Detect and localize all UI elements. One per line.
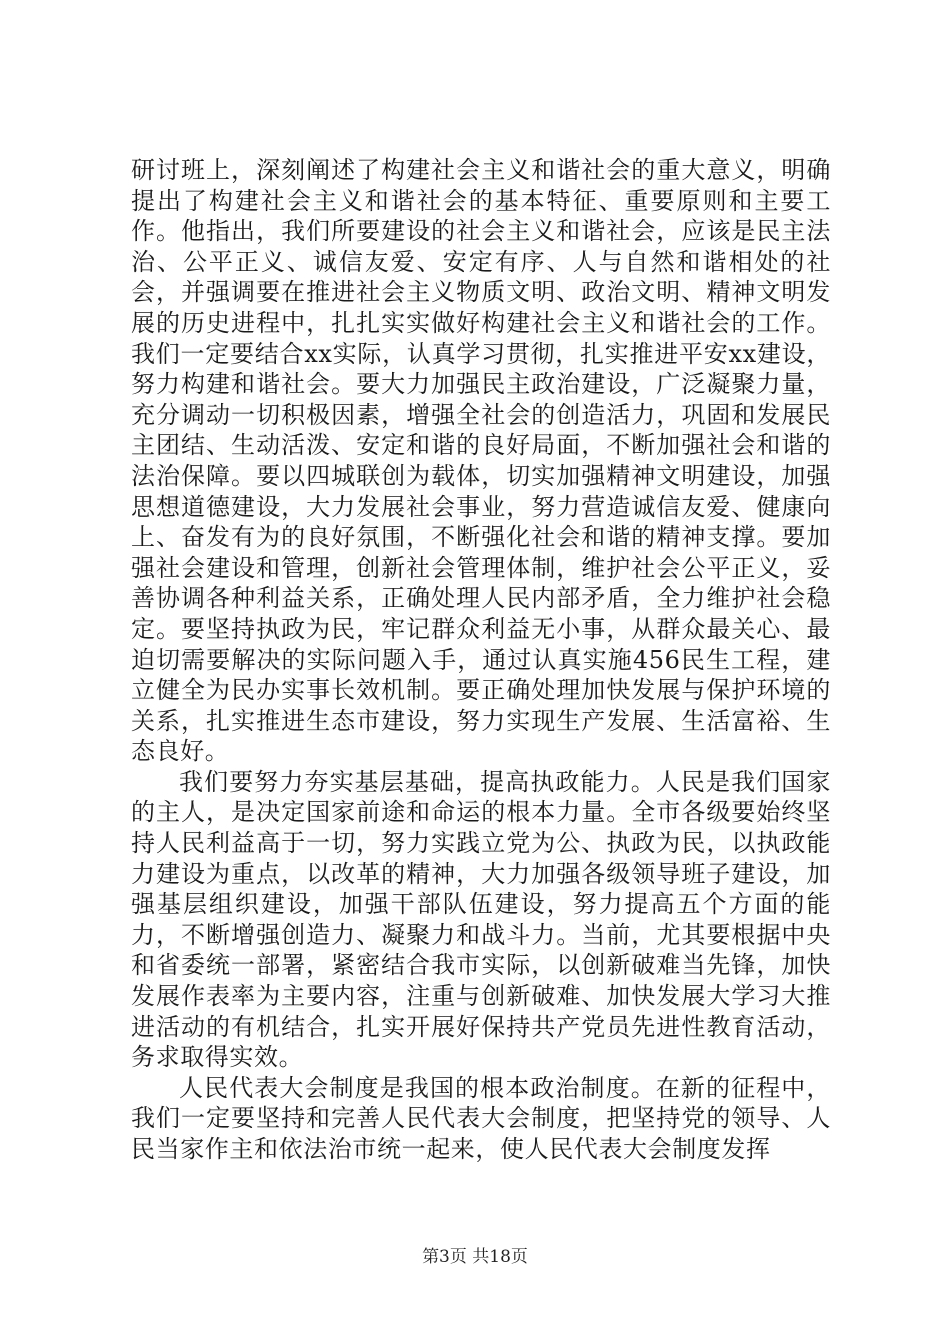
paragraph-grassroots: 我们要努力夯实基层基础，提高执政能力。人民是我们国家的主人，是决定国家前途和命运的根本力量。全市各级要始终坚持人民利益高于一切，努力实践立党为公、执政为民，以执政能力建设为重点，以改革的精神，大力加强各级领导班子建设，加强基层组织建设，加强干部队伍建设，努力提高五个方面的能力，不断增强创造力、凝聚力和战斗力。当前，尤其要根据中央和省委统一部署，紧密结合我市实际，以创新破难当先锋，加快发展作表率为主要内容，注重与创新破难、加快发展大学习大推进活动的有机结合，扎实开展好保持共产党员先进性教育活动，务求取得实效。 bbox=[131, 767, 831, 1072]
paragraph-peoples-congress: 人民代表大会制度是我国的根本政治制度。在新的征程中，我们一定要坚持和完善人民代表大会制度，把坚持党的领导、人民当家作主和依法治市统一起来，使人民代表大会制度发挥 bbox=[131, 1073, 831, 1163]
document-body bbox=[131, 155, 831, 1165]
paragraph-continuation: 研讨班上，深刻阐述了构建社会主义和谐社会的重大意义，明确提出了构建社会主义和谐社会的基本特征、重要原则和主要工作。他指出，我们所要建设的社会主义和谐社会，应该是民主法治、公平正义、诚信友爱、安定有序、人与自然和谐相处的社会，并强调要在推进社会主义物质文明、政治文明、精神文明发展的历史进程中，扎扎实实做好构建社会主义和谐社会的工作。我们一定要结合xx实际，认真学习贯彻，扎实推进平安xx建设，努力构建和谐社会。要大力加强民主政治建设，广泛凝聚力量，充分调动一切积极因素，增强全社会的创造活力，巩固和发展民主团结、生动活泼、安定和谐的良好局面，不断加强社会和谐的法治保障。要以四城联创为载体，切实加强精神文明建设，加强思想道德建设，大力发展社会事业，努力营造诚信友爱、健康向上、奋发有为的良好氛围，不断强化社会和谐的精神支撑。要加强社会建设和管理，创新社会管理体制，维护社会公平正义，妥善协调各种利益关系，正确处理人民内部矛盾，全力维护社会稳定。要坚持执政为民，牢记群众利益无小事，从群众最关心、最迫切需要解决的实际问题入手，通过认真实施456民生工程，建立健全为民办实事长效机制。要正确处理加快发展与保护环境的关系，扎实推进生态市建设，努力实现生产发展、生活富裕、生态良好。 bbox=[131, 156, 831, 766]
page-number-footer: 第3页 共18页 bbox=[422, 1247, 528, 1267]
